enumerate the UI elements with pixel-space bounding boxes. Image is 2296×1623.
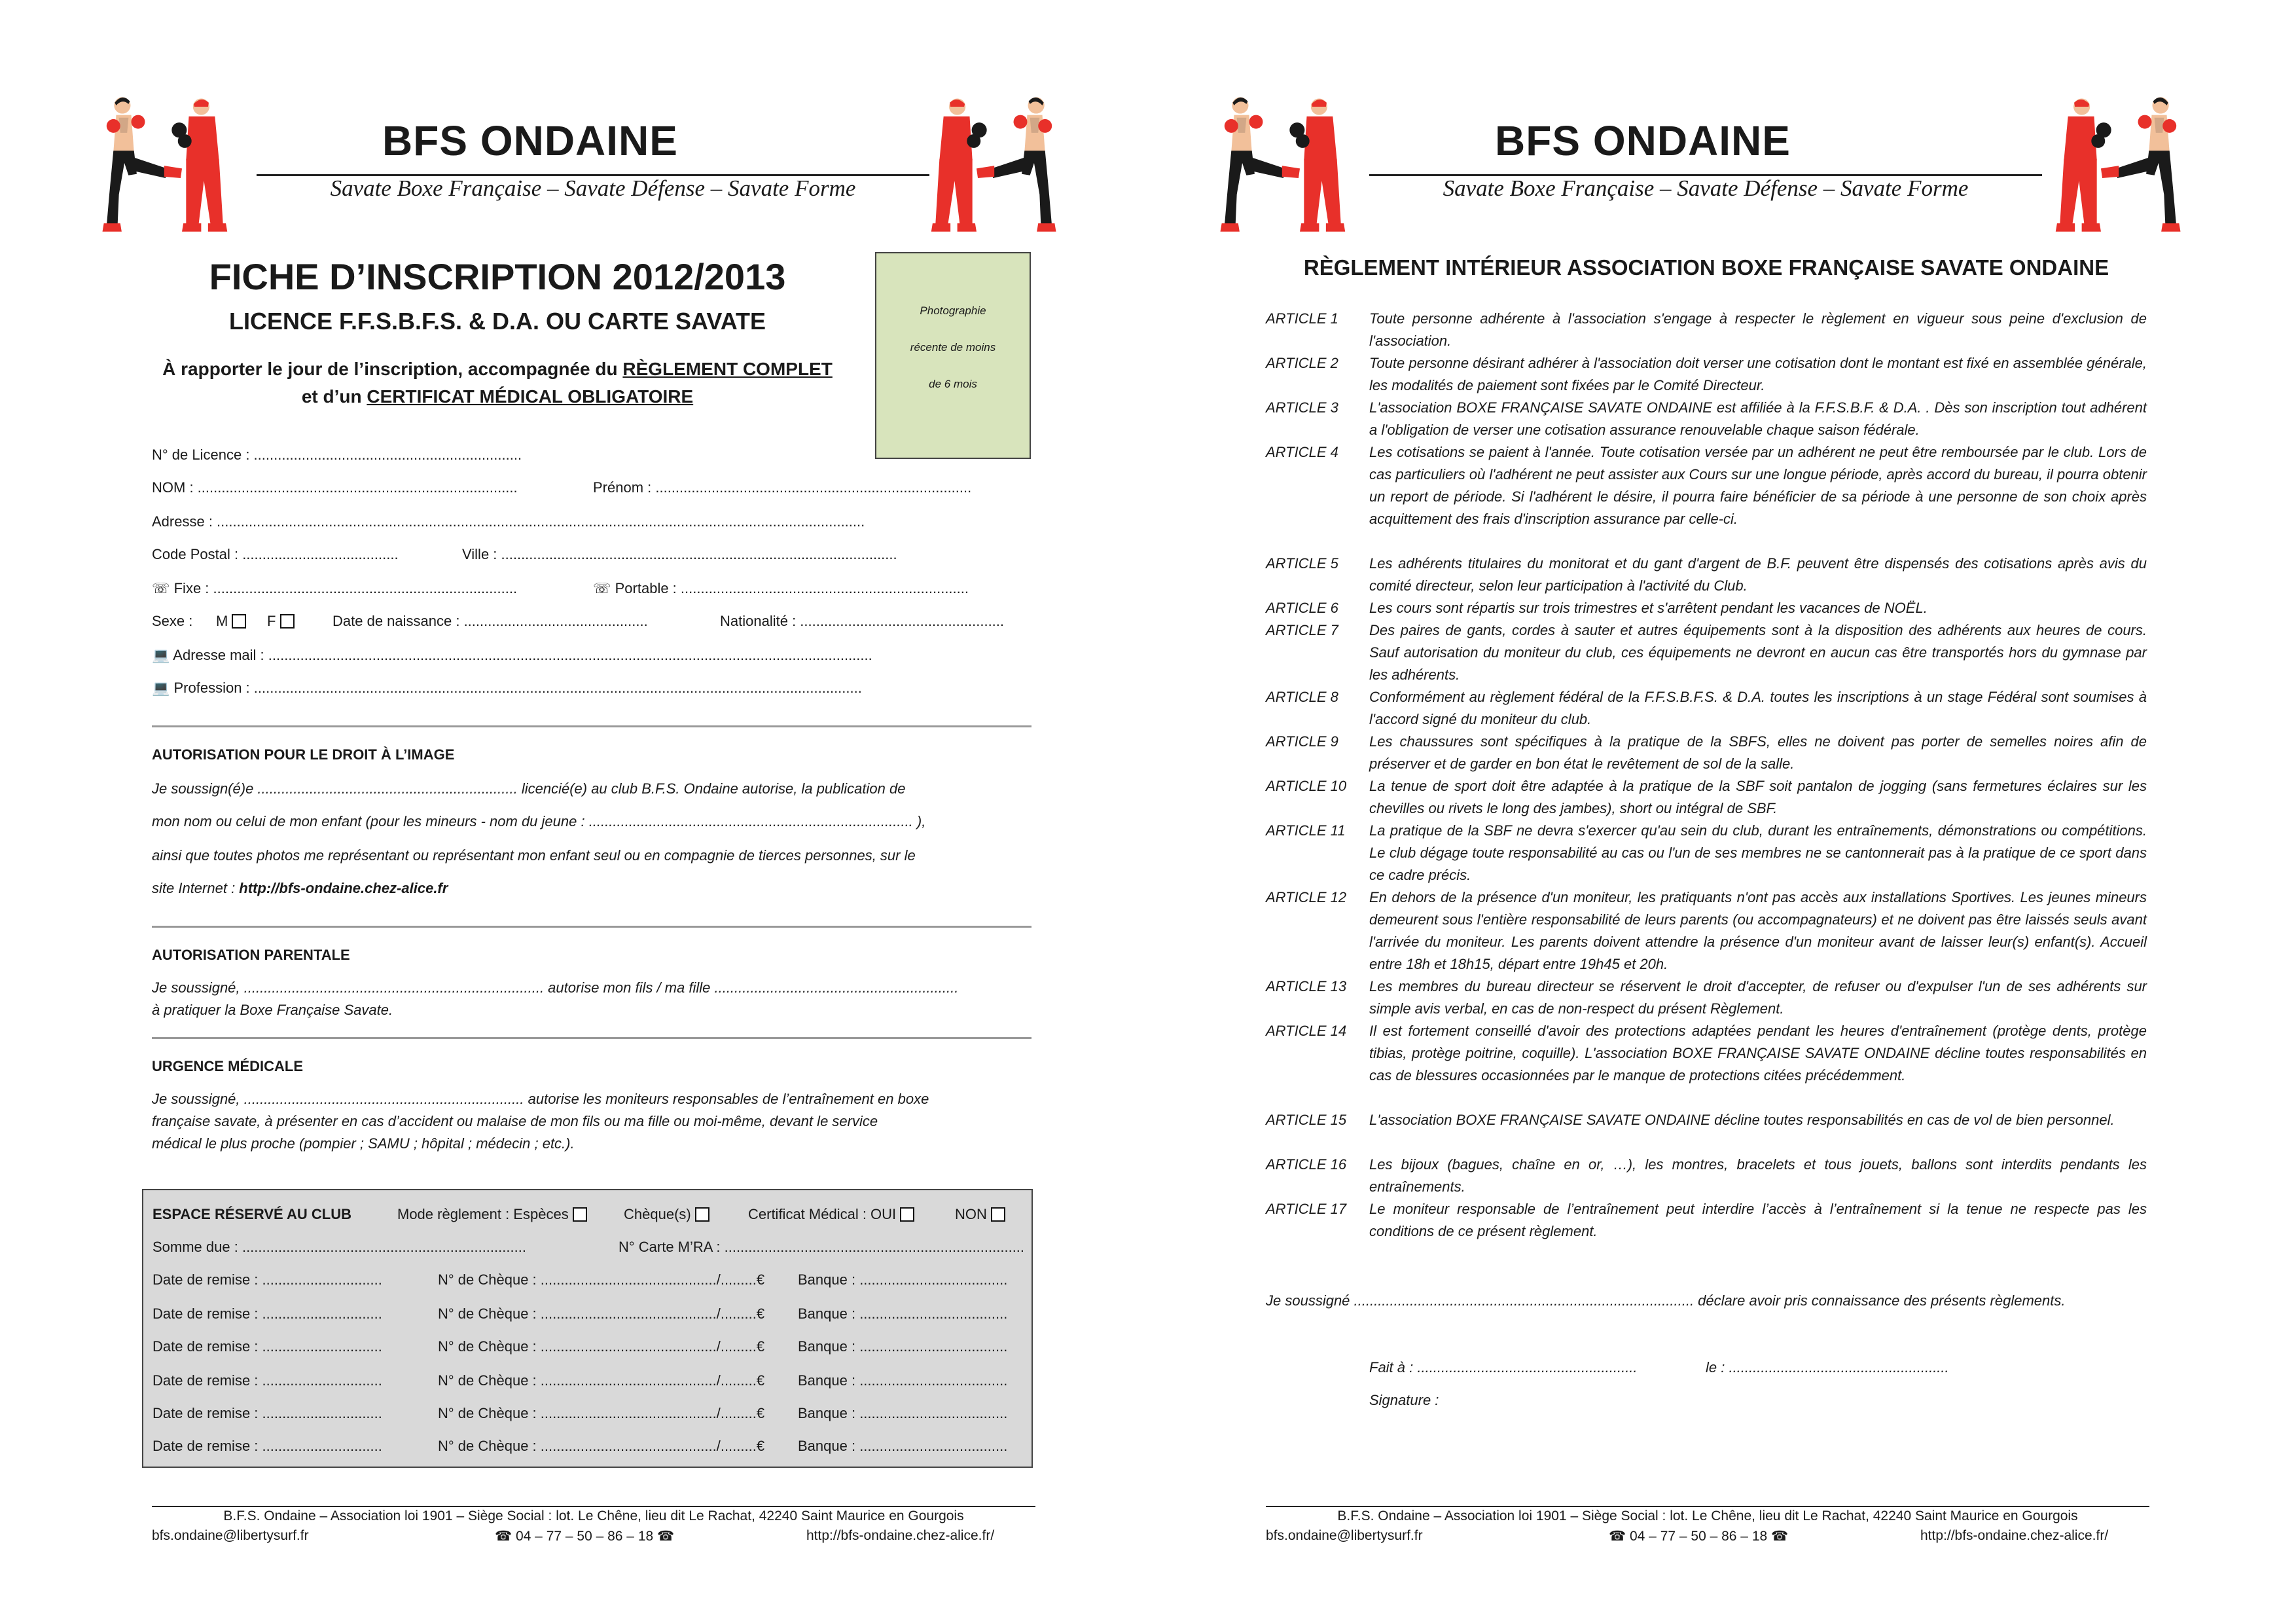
note-underlined: CERTIFICAT MÉDICAL OBLIGATOIRE [367, 386, 694, 407]
profession-field[interactable]: 💻 Profession : ........................................................................................................................................................ [152, 680, 862, 696]
article-label: ARTICLE 3 [1266, 399, 1338, 416]
article-text: L'association BOXE FRANÇAISE SAVATE ONDAINE est affiliée à la F.F.S.B.F. & D.A. . Dès son inscription tout adhérent a l'obligation de verser une cotisation assurance renouvelable chaque saison fédérale. [1369, 399, 2147, 438]
parental-line2: à pratiquer la Boxe Française Savate. [152, 1002, 393, 1018]
footer-divider [152, 1506, 1035, 1507]
adresse-field[interactable]: Adresse : .................................................................................................................................................................. [152, 513, 865, 530]
certificat-label: Certificat Médical : OUI [748, 1206, 897, 1222]
certificat-non-option[interactable] [955, 1206, 1005, 1223]
note-text: et d’un [301, 386, 367, 407]
article-label: ARTICLE 7 [1266, 622, 1338, 638]
article-text: L'association BOXE FRANÇAISE SAVATE ONDAINE décline toutes responsabilités en cas de vol de bien personnel. [1369, 1112, 2115, 1128]
footer-email[interactable]: bfs.ondaine@libertysurf.fr [1266, 1528, 1423, 1543]
certificat-non-checkbox[interactable] [991, 1207, 1005, 1222]
club-name: BFS ONDAINE [1495, 117, 1791, 164]
sexe-f-label: F [267, 613, 276, 629]
remise-date-field[interactable]: Date de remise : .............................. [152, 1338, 382, 1355]
article-text: Il est fortement conseillé d'avoir des protections adaptées pendant les heures d'entraînement (protège dents, protège tibias, protège poitrine, coquille). L'association BOXE FRANÇAISE SAVATE ONDAINE décline toutes responsabilités en cas de blessures occasionnées par le manque de protections citées précédemment. [1369, 1023, 2147, 1084]
urgence-line1: Je soussigné, ...................................................................... autorise les moniteurs responsables de l’entraînement en boxe [152, 1091, 929, 1107]
article-label: ARTICLE 11 [1266, 822, 1346, 839]
boxers-logo-right [2047, 92, 2185, 236]
article-label: ARTICLE 6 [1266, 600, 1338, 616]
club-box-heading: ESPACE RÉSERVÉ AU CLUB [152, 1206, 351, 1222]
banque-field[interactable]: Banque : ..................................... [798, 1271, 1008, 1288]
parental-line1: Je soussigné, ........................................................................... autorise mon fils / ma fille ............................................................. [152, 979, 959, 996]
banque-field[interactable]: Banque : ..................................... [798, 1405, 1008, 1421]
remise-date-field[interactable]: Date de remise : .............................. [152, 1305, 382, 1322]
parental-heading: AUTORISATION PARENTALE [152, 947, 350, 963]
article-label: ARTICLE 17 [1266, 1201, 1347, 1217]
carte-mra-field[interactable]: N° Carte M’RA : ........................................................................... [619, 1239, 1025, 1255]
article-label: ARTICLE 2 [1266, 355, 1338, 371]
site-label: site Internet : [152, 880, 240, 896]
site-link[interactable]: http://bfs-ondaine.chez-alice.fr [239, 880, 448, 896]
article-label: ARTICLE 13 [1266, 978, 1347, 994]
mail-field[interactable]: 💻 Adresse mail : ....................................................................................................................................................... [152, 647, 872, 663]
prenom-field[interactable]: Prénom : ............................................................................... [593, 479, 972, 496]
certificat-oui-option[interactable] [748, 1206, 914, 1223]
club-name: BFS ONDAINE [382, 117, 678, 164]
article-text: Les bijoux (bagues, chaîne en or, …), les montres, bracelets et tous jouets, ballons sont interdits pendants les entraînements. [1369, 1156, 2147, 1195]
licence-field[interactable]: N° de Licence : ................................................................... [152, 447, 522, 463]
sexe-f-option[interactable] [267, 613, 295, 630]
banque-field[interactable]: Banque : ..................................... [798, 1305, 1008, 1322]
footer-url[interactable]: http://bfs-ondaine.chez-alice.fr/ [806, 1528, 995, 1543]
article-label: ARTICLE 10 [1266, 778, 1347, 794]
image-rights-line1: Je soussign(é)e ................................................................. licencié(e) au club B.F.S. Ondaine autorise, la publication de [152, 780, 906, 797]
nationalite-field[interactable]: Nationalité : ................................................... [720, 613, 1005, 629]
article-label: ARTICLE 16 [1266, 1156, 1347, 1173]
article-label: ARTICLE 15 [1266, 1112, 1347, 1128]
footer-url[interactable]: http://bfs-ondaine.chez-alice.fr/ [1920, 1528, 2109, 1543]
photo-placeholder [875, 252, 1031, 459]
banque-field[interactable]: Banque : ..................................... [798, 1438, 1008, 1454]
article-label: ARTICLE 9 [1266, 733, 1338, 750]
cheque-number-field[interactable]: N° de Chèque : ............................................/.........€ [438, 1271, 765, 1288]
footer-phone: ☎ 04 – 77 – 50 – 86 – 18 ☎ [1609, 1529, 1789, 1544]
form-title: FICHE D’INSCRIPTION 2012/2013 [209, 256, 786, 297]
portable-field[interactable]: ☏ Portable : ........................................................................ [593, 580, 969, 596]
urgence-line2: française savate, à présenter en cas d’accident ou malaise de mon fils ou ma fille ou moi-même, devant le service [152, 1113, 878, 1129]
image-rights-line3: ainsi que toutes photos me représentant ou représentant mon enfant seul ou en compagnie de tierces personnes, sur le [152, 847, 916, 864]
cheque-checkbox[interactable] [695, 1207, 709, 1222]
photo-text: Photographie [920, 304, 986, 317]
somme-due-field[interactable]: Somme due : ....................................................................... [152, 1239, 526, 1255]
photo-text: de 6 mois [929, 378, 977, 390]
cash-checkbox[interactable] [573, 1207, 587, 1222]
fixe-field[interactable]: ☏ Fixe : ............................................................................ [152, 580, 518, 596]
form-note-line2 [131, 386, 864, 407]
nom-field[interactable]: NOM : ................................................................................ [152, 479, 518, 496]
payment-mode-label: Mode règlement : Espèces [397, 1206, 569, 1222]
article-text: La tenue de sport doit être adaptée à la pratique de la SBF soit pantalon de jogging (sans fermetures éclaires sur les chevilles ou rivets le long des jambes), short ou intégral de SBF. [1369, 778, 2147, 816]
photo-text: récente de moins [910, 341, 996, 354]
urgence-heading: URGENCE MÉDICALE [152, 1058, 304, 1074]
club-tagline: Savate Boxe Française – Savate Défense – Savate Forme [330, 175, 856, 201]
article-text: Toute personne désirant adhérer à l'association doit verser une cotisation dont le montant est fixé en assemblée générale, les modalités de paiement sont fixées par le Comité Directeur. [1369, 355, 2147, 393]
article-text: Les cours sont répartis sur trois trimestres et s'arrêtent pendant les vacances de NOËL. [1369, 600, 1928, 616]
boxers-logo-right [923, 92, 1060, 236]
boxers-logo-left [1216, 92, 1354, 236]
declaration-line[interactable]: Je soussigné ..................................................................................... déclare avoir pris connaissance des présents règlements. [1266, 1292, 2066, 1309]
sexe-m-option[interactable] [216, 613, 246, 630]
article-label: ARTICLE 4 [1266, 444, 1338, 460]
article-label: ARTICLE 5 [1266, 555, 1338, 572]
boxers-logo-left [98, 92, 236, 236]
code-postal-field[interactable]: Code Postal : ....................................... [152, 546, 399, 562]
urgence-line3: médical le plus proche (pompier ; SAMU ; hôpital ; médecin ; etc.). [152, 1135, 575, 1152]
form-note-line1 [131, 359, 864, 380]
article-label: ARTICLE 14 [1266, 1023, 1347, 1039]
footer-divider [1266, 1506, 2149, 1507]
ville-field[interactable]: Ville : ................................................................................................... [462, 546, 897, 562]
article-text: Toute personne adhérente à l'association s'engage à respecter le règlement en vigueur sous peine d'exclusion de l'association. [1369, 310, 2147, 349]
cheque-number-field[interactable]: N° de Chèque : ............................................/.........€ [438, 1305, 765, 1322]
article-text: Des paires de gants, cordes à sauter et autres équipements sont à la disposition des adhérents aux heures de cours. Sauf autorisation du moniteur du club, ces équipements ne devront en aucun cas être transportés hors du gymnase par les adhérents. [1369, 622, 2147, 683]
remise-date-field[interactable]: Date de remise : .............................. [152, 1405, 382, 1421]
cheque-number-field[interactable]: N° de Chèque : ............................................/.........€ [438, 1372, 765, 1389]
note-text: À rapporter le jour de l’inscription, accompagnée du [162, 359, 623, 379]
article-label: ARTICLE 1 [1266, 310, 1338, 327]
section-divider [152, 725, 1031, 727]
form-subtitle: LICENCE F.F.S.B.F.S. & D.A. OU CARTE SAVATE [228, 308, 766, 335]
sexe-f-checkbox[interactable] [280, 614, 295, 629]
image-rights-line2: mon nom ou celui de mon enfant (pour les mineurs - nom du jeune : ................................................................................. ), [152, 813, 926, 830]
image-rights-line4 [152, 880, 448, 897]
fait-a-field[interactable]: Fait à : ....................................................... [1369, 1359, 1638, 1376]
payment-cheque-option[interactable] [624, 1206, 709, 1223]
certificat-oui-checkbox[interactable] [900, 1207, 914, 1222]
sexe-label: Sexe : [152, 613, 193, 629]
banque-field[interactable]: Banque : ..................................... [798, 1338, 1008, 1355]
non-label: NON [955, 1206, 987, 1222]
image-rights-heading: AUTORISATION POUR LE DROIT À L’IMAGE [152, 746, 455, 763]
article-text: Les adhérents titulaires du monitorat et du gant d'argent de B.F. peuvent être dispensés des cotisations après avis du comité directeur, selon leur participation à l'activité du Club. [1369, 555, 2147, 594]
club-tagline: Savate Boxe Française – Savate Défense – Savate Forme [1443, 175, 1969, 201]
article-text: Les cotisations se paient à l'année. Toute cotisation versée par un adhérent ne peut être remboursée par le club. Lors de cas particuliers où l'adhérent ne peut assister aux Cours sur une longue période, après accord du bureau, il pourra obtenir un report de période. Si l'adhérent le désire, il pourra faire bénéficier de sa période à une personne de son choix après acquittement des frais d'inscription assurance par celle-ci. [1369, 444, 2147, 527]
article-text: Conformément au règlement fédéral de la F.F.S.B.F.S. & D.A. toutes les inscriptions à un stage Fédéral sont soumises à l'accord signé du moniteur du club. [1369, 689, 2147, 727]
note-underlined: RÈGLEMENT COMPLET [622, 359, 833, 379]
footer-address: B.F.S. Ondaine – Association loi 1901 – Siège Social : lot. Le Chêne, lieu dit Le Rachat, 42240 Saint Maurice en Gourgois [1337, 1508, 2078, 1523]
footer-email[interactable]: bfs.ondaine@libertysurf.fr [152, 1528, 309, 1543]
footer-address: B.F.S. Ondaine – Association loi 1901 – Siège Social : lot. Le Chêne, lieu dit Le Rachat, 42240 Saint Maurice en Gourgois [223, 1508, 964, 1523]
section-divider [152, 1037, 1031, 1039]
club-reserved-box [142, 1189, 1033, 1468]
article-label: ARTICLE 8 [1266, 689, 1338, 705]
section-divider [152, 926, 1031, 928]
cheque-number-field[interactable]: N° de Chèque : ............................................/.........€ [438, 1338, 765, 1355]
article-text: Les membres du bureau directeur se réservent le droit d'accepter, de refuser ou d'expulser l'un de ses adhérents sur simple avis verbal, en cas de non-respect du présent Règlement. [1369, 978, 2147, 1017]
cheque-label: Chèque(s) [624, 1206, 691, 1222]
article-label: ARTICLE 12 [1266, 889, 1347, 905]
article-text: En dehors de la présence d'un moniteur, les pratiquants n'ont pas accès aux installations Sportives. Les jeunes mineurs demeurent sous l'entière responsabilité de leurs parents (ou accompagnateurs) et ne doivent pas être laissés seuls avant l'arrivée du moniteur. Les parents doivent attendre la présence d'un moniteur avant de laisser leur(s) enfant(s). Accueil entre 18h et 18h15, départ entre 19h45 et 20h. [1369, 889, 2147, 972]
date-field[interactable]: le : ....................................................... [1706, 1359, 1949, 1376]
signature-field[interactable]: Signature : [1369, 1392, 1439, 1408]
article-text: Les chaussures sont spécifiques à la pratique de la SBFS, elles ne doivent pas porter de semelles noires afin de préserver et de garder en bon état le revêtement de sol de la salle. [1369, 733, 2147, 772]
naissance-field[interactable]: Date de naissance : .............................................. [332, 613, 648, 629]
sexe-m-checkbox[interactable] [232, 614, 246, 629]
sexe-m-label: M [216, 613, 228, 629]
rules-title: RÈGLEMENT INTÉRIEUR ASSOCIATION BOXE FRANÇAISE SAVATE ONDAINE [1303, 255, 2109, 280]
cheque-number-field[interactable]: N° de Chèque : ............................................/.........€ [438, 1405, 765, 1421]
remise-date-field[interactable]: Date de remise : .............................. [152, 1438, 382, 1454]
remise-date-field[interactable]: Date de remise : .............................. [152, 1372, 382, 1389]
footer-phone: ☎ 04 – 77 – 50 – 86 – 18 ☎ [495, 1529, 675, 1544]
payment-cash-option[interactable] [397, 1206, 587, 1223]
cheque-number-field[interactable]: N° de Chèque : ............................................/.........€ [438, 1438, 765, 1454]
remise-date-field[interactable]: Date de remise : .............................. [152, 1271, 382, 1288]
banque-field[interactable]: Banque : ..................................... [798, 1372, 1008, 1389]
article-text: Le moniteur responsable de l’entraînement peut interdire l’accès à l’entraînement si la tenue ne respecte pas les conditions de ce présent règlement. [1369, 1201, 2147, 1239]
article-text: La pratique de la SBF ne devra s'exercer qu'au sein du club, durant les entraînements, démonstrations ou compétitions. Le club dégage toute responsabilité au cas ou l'un de ses membres ne se cantonnerait pas à la pratique de ce sport dans ce cadre précis. [1369, 822, 2147, 883]
